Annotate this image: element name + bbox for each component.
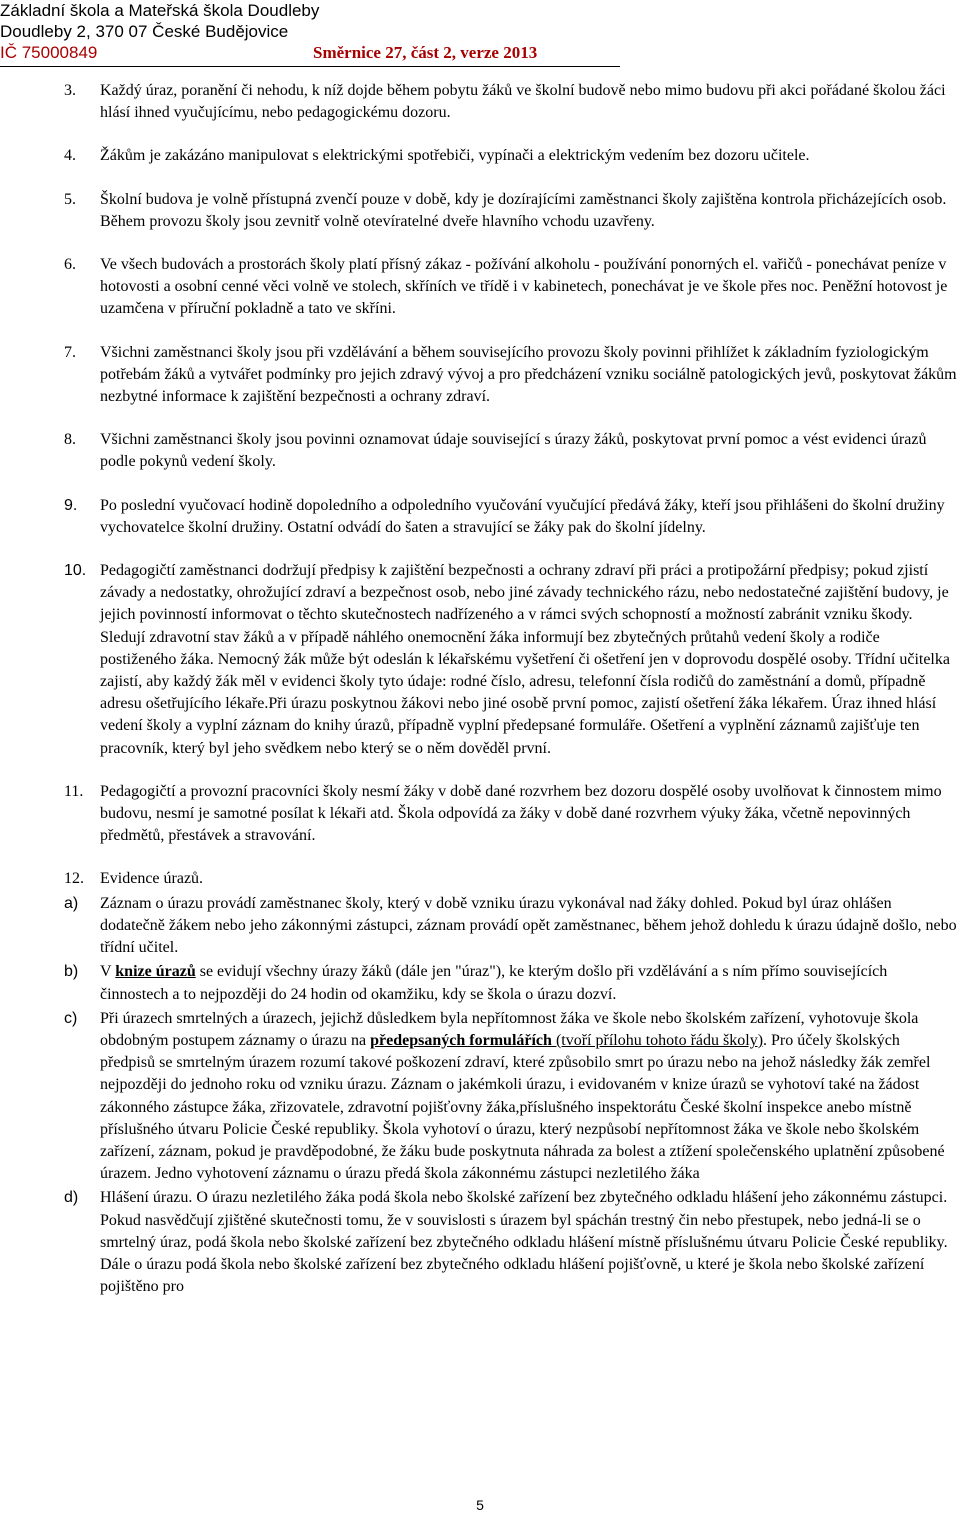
subitem-text: [100, 961, 958, 1005]
list-item: [0, 868, 960, 890]
item-text: Pedagogičtí zaměstnanci dodržují předpisy k zajištění bezpečnosti a ochrany zdraví při práci a protipožární předpisy; pokud zjistí závady a nedostatky, ohrožující zdraví a bezpečnost osob, nebo jiné závady technického rázu, nebo nedostatečné zajištění budovy, je jejich povinností informovat o těchto skutečnostech nadřízeného a v rámci svých schopností a možností zabránit vzniku škody. Sledují zdravotní stav žáků a v případě náhlého onemocnění žáka informují bez zbytečných průtahů vedení školy a rodiče postiženého žáka. Nemocný žák může být odeslán k lékařskému vyšetření či ošetření jen v doprovodu dospělé osoby. Třídní učitelka zajistí, aby každý žák měl v evidenci školy tyto údaje: rodné číslo, adresu, telefonní čísla rodičů do zaměstnání a domů, případně adresu ošetřujícího lékaře.Při úrazu poskytnou žákovi nebo jiné osobě první pomoc, zajistí ošetření žáka lékařem. Úraz ihned hlásí vedení školy a vyplní záznam do knihy úrazů, případně vyplní předepsané formuláře. Ošetření a vyplnění záznamů zajišťuje ten pracovník, který byl jeho svědkem nebo který se o něm dověděl první.: [100, 562, 950, 757]
list-item: [0, 560, 960, 760]
list-item: [0, 342, 960, 409]
text-segment: . Pro účely školských předpisů se smrtelným úrazem rozumí takové poškození zdraví, které způsobilo smrt po úrazu nebo na jehož následky žák zemřel nejpozději do jednoho roku od vzniku úrazu. Záznam o jakémkoli úrazu, i evidovaném v knize úrazů se vyhotoví také na žádost zákonného zástupce žáka, zřizovatele, zdravotní pojišťovny žáka,příslušného inspektorátu České školní inspekce anebo místně příslušného útvaru Policie České republiky. Škola vyhotoví o úrazu, který nezpůsobí nepřítomnost žáka ve škole nebo školském zařízení, záznam, pokud je pravděpodobné, že žáku bude poskytnuta náhrada za bolest a ztížení společenského uplatnění způsobené úrazem. Jedno vyhotovení záznamu o úrazu předá škola zákonnému zástupci nezletilého žáka: [100, 1031, 945, 1183]
school-name: Základní škola a Mateřská škola Doudleby: [0, 1, 320, 20]
subitem-text: [100, 1008, 958, 1186]
list-item: [0, 80, 960, 124]
item-number: 6.: [64, 256, 76, 274]
item-text: Po poslední vyučovací hodině dopoledního a odpoledního vyučování vyučující předává žáky, kteří jsou přihlášeni do školní družiny vychovatelce školní družiny. Ostatní odvádí do šaten a stravující se žáky pak do školní jídelny.: [100, 496, 945, 536]
item-number: 3.: [64, 82, 76, 99]
list-item: [0, 145, 960, 167]
injury-book-link[interactable]: knize úrazů: [115, 963, 196, 981]
item-number: 9.: [64, 496, 78, 514]
item-text: Evidence úrazů.: [100, 870, 204, 888]
appendix-link[interactable]: (tvoří přílohu tohoto řádu školy): [551, 1031, 764, 1049]
item-number: 10.: [64, 562, 87, 580]
item-number: 4.: [64, 147, 76, 165]
text-segment: V: [100, 963, 116, 981]
subitem-letter: d): [64, 1189, 79, 1207]
item-number: 11.: [64, 782, 84, 800]
item-text: Všichni zaměstnanci školy jsou povinni oznamovat údaje související s úrazy žáků, poskytovat první pomoc a vést evidenci úrazů podle pokynů vedení školy.: [100, 431, 927, 471]
list-item: [0, 429, 960, 473]
list-subitem: [0, 1187, 960, 1298]
list-item: [0, 254, 960, 321]
page-header: [0, 0, 620, 63]
subitem-letter: b): [64, 963, 79, 981]
forms-link[interactable]: předepsaných formulářích: [370, 1031, 552, 1049]
document-body: [0, 80, 960, 1300]
list-item: [0, 781, 960, 848]
directive-label: Směrnice 27, část 2, verze 2013: [313, 43, 538, 62]
list-item: [0, 189, 960, 233]
list-subitem: [0, 961, 960, 1005]
school-id: IČ 75000849: [0, 43, 98, 62]
list-subitem: [0, 1008, 960, 1186]
item-text: Všichni zaměstnanci školy jsou při vzdělávání a během souvisejícího provozu školy povinni přihlížet k základním fyziologickým potřebám žáků a vytvářet podmínky pro jejich zdravý vývoj a pro předcházení vzniku sociálně patologických jevů, poskytovat žákům nezbytné informace k zajištění bezpečnosti a ochrany zdraví.: [100, 343, 957, 406]
school-address: Doudleby 2, 370 07 České Budějovice: [0, 22, 289, 41]
item-text: Ve všech budovách a prostorách školy platí přísný zákaz - požívání alkoholu - používání ponorných el. vařičů - ponechávat peníze v hotovosti a osobní cenné věci volně ve stolech, skříních ve třídě i v kabinetech, ponechávat je ve škole přes noc. Peněžní hotovost je uzamčena v příruční pokladně a tato ve skříni.: [100, 256, 948, 318]
item-text: Školní budova je volně přístupná zvenčí pouze v době, kdy je dozírajícími zaměstnanci školy zajištěna kontrola přicházejících osob. Během provozu školy jsou zevnitř volně otevíratelné dveře hlavního vchodu uzavřeny.: [100, 190, 947, 230]
item-text: Pedagogičtí a provozní pracovníci školy nesmí žáky v době dané rozvrhem bez dozoru dospělé osoby uvolňovat k činnostem mimo budovu, nesmí je samotné posílat k lékaři atd. Škola odpovídá za žáky v době dané rozvrhem výuky žáka, včetně nepovinných předmětů, přestávek a stravování.: [100, 782, 942, 845]
school-id-row: [0, 42, 620, 63]
item-number: 5.: [64, 190, 76, 208]
header-divider: [0, 66, 620, 67]
subitem-letter: c): [64, 1009, 78, 1027]
subitem-text: Hlášení úrazu. O úrazu nezletilého žáka podá škola nebo školské zařízení bez zbytečného odkladu hlášení jeho zákonnému zástupci. Pokud nasvědčují zjištěné skutečnosti tomu, že v souvislosti s úrazem byl spáchán trestný čin nebo přestupek, nebo jedná-li se o smrtelný úraz, podá škola nebo školské zařízení bez zbytečného odkladu hlášení místně příslušnému útvaru Policie České republiky. Dále o úrazu podá škola nebo školské zařízení bez zbytečného odkladu hlášení pojišťovně, u které je škola nebo školské zařízení pojištěno pro: [100, 1189, 948, 1296]
list-item: [0, 495, 960, 539]
list-subitem: [0, 893, 960, 960]
text-segment: Při úrazech smrtelných a úrazech, jejichž důsledkem byla nepřítomnost žáka ve škole nebo školském zařízení, vyhotovuje škola obdobným postupem záznamy o úrazu na: [100, 1009, 919, 1049]
item-number: 8.: [64, 431, 76, 449]
item-text: Každý úraz, poranění či nehodu, k níž dojde během pobytu žáků ve školní budově nebo mimo budovu při akci pořádané školou žáci hlásí ihned vyučujícímu, nebo pedagogickému dozoru.: [100, 82, 946, 122]
subitem-letter: a): [64, 894, 79, 912]
item-text: Žákům je zakázáno manipulovat s elektrickými spotřebiči, vypínači a elektrickým vedením bez dozoru učitele.: [100, 147, 810, 165]
text-segment: se evidují všechny úrazy žáků (dále jen "úraz"), ke kterým došlo při vzdělávání a s ním přímo souvisejících činnostech a to nejpozději do 24 hodin od okamžiku, kdy se škola o úrazu dozví.: [100, 963, 888, 1003]
item-number: 12.: [64, 870, 84, 888]
item-number: 7.: [64, 343, 76, 361]
page-number: 5: [476, 1497, 484, 1513]
subitem-text: Záznam o úrazu provádí zaměstnanec školy, který v době vzniku úrazu vykonával nad žáky dohled. Pokud byl úraz ohlášen dodatečně žákem nebo jeho zákonnými zástupci, záznam provádí opět zaměstnanec, během jehož dohledu k úrazu údajně došlo, nebo třídní učitel.: [100, 894, 957, 957]
